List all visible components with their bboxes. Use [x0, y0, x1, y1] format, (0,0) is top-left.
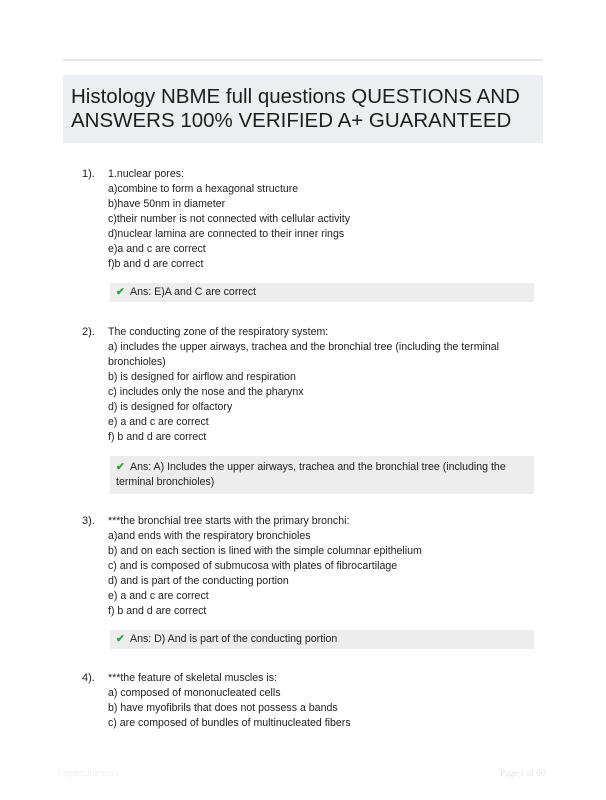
option-line: c) are composed of bundles of multinucleated fibers — [108, 717, 351, 729]
option-line: b) and on each section is lined with the simple columnar epithelium — [108, 545, 422, 557]
option-line: d) is designed for olfactory — [108, 401, 233, 413]
option-line: f) b and d are correct — [108, 431, 207, 443]
question-line: The conducting zone of the respiratory system: — [108, 326, 329, 338]
option-line: f) b and d are correct — [108, 605, 207, 617]
footer-watermark: Papertutor.com — [58, 768, 120, 778]
option-line: c) includes only the nose and the pharynx — [108, 386, 304, 398]
question-line: ***the feature of skeletal muscles is: — [108, 672, 277, 684]
question-number: 3). — [82, 515, 95, 527]
answer-text: Ans: D) And is part of the conducting portion — [130, 633, 338, 645]
checkmark-icon: ✔ — [116, 461, 125, 473]
option-line: a) includes the upper airways, trachea and the bronchial tree (including the terminal — [108, 341, 500, 353]
option-line: e)a and c are correct — [108, 243, 206, 255]
option-line: b) have myofibrils that does not possess a bands — [108, 702, 338, 714]
option-line: a)and ends with the respiratory bronchioles — [108, 530, 311, 542]
question-number: 1). — [82, 168, 95, 180]
option-line: f)b and d are correct — [108, 258, 204, 270]
question-body — [108, 514, 528, 619]
question-body — [108, 671, 528, 731]
title-box — [63, 75, 543, 143]
question-number: 2). — [82, 326, 95, 338]
option-line: b) is designed for airflow and respiration — [108, 371, 296, 383]
option-line: b)have 50nm in diameter — [108, 198, 226, 210]
document-title: Histology NBME full questions QUESTIONS AND ANSWERS 100% VERIFIED A+ GUARANTEED — [71, 85, 520, 132]
answer-box — [110, 630, 534, 649]
answer-box — [110, 456, 534, 494]
option-line: a) composed of mononucleated cells — [108, 687, 281, 699]
answer-text: Ans: A) Includes the upper airways, trachea and the bronchial tree (including the terminal bronchioles) — [116, 461, 506, 488]
checkmark-icon: ✔ — [116, 286, 125, 298]
question-line: 1.nuclear pores: — [108, 168, 184, 180]
page-indicator: Page 1 of 60 — [500, 768, 546, 778]
checkmark-icon: ✔ — [116, 633, 125, 645]
option-line: bronchioles) — [108, 356, 166, 368]
option-line: e) a and c are correct — [108, 416, 209, 428]
option-line: c) and is composed of submucosa with plates of fibrocartilage — [108, 560, 398, 572]
answer-box — [110, 283, 534, 302]
option-line: c)their number is not connected with cellular activity — [108, 213, 350, 225]
option-line: d) and is part of the conducting portion — [108, 575, 289, 587]
question-body — [108, 167, 528, 272]
question-body — [108, 325, 528, 445]
question-line: ***the bronchial tree starts with the primary bronchi: — [108, 515, 350, 527]
option-line: d)nuclear lamina are connected to their inner rings — [108, 228, 345, 240]
question-number: 4). — [82, 672, 95, 684]
answer-text: Ans: E)A and C are correct — [130, 286, 257, 298]
option-line: a)combine to form a hexagonal structure — [108, 183, 299, 195]
option-line: e) a and c are correct — [108, 590, 209, 602]
top-rule — [63, 59, 543, 61]
